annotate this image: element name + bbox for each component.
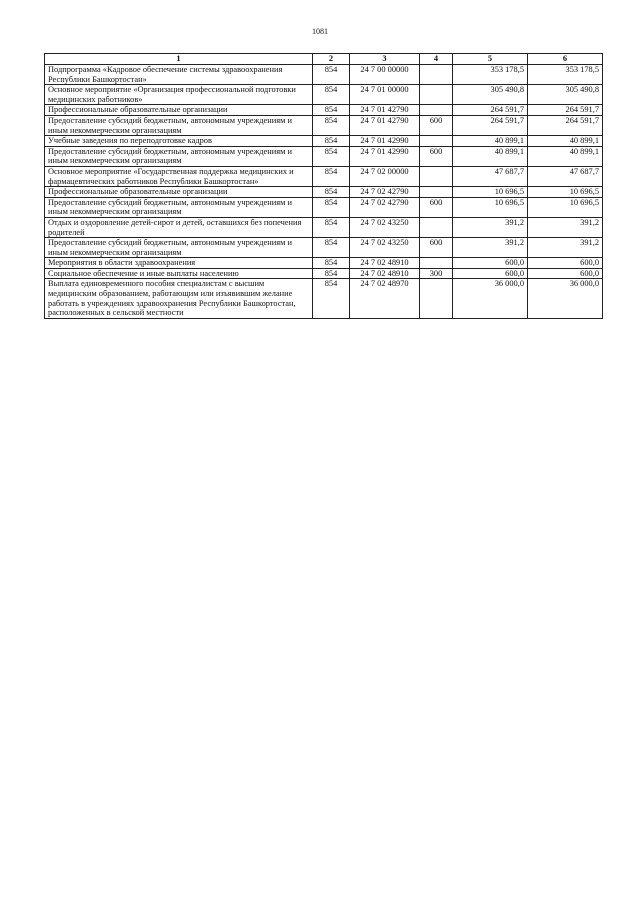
expense-type-cell	[420, 65, 453, 85]
row-name-cell: Основное мероприятие «Организация профессиональной подготовки медицинских работников»	[45, 85, 313, 105]
amount-year2-cell: 10 696,5	[528, 197, 603, 217]
ministry-code-cell: 854	[313, 65, 350, 85]
amount-year1-cell: 10 696,5	[453, 187, 528, 198]
amount-year2-cell: 40 899,1	[528, 146, 603, 166]
target-article-cell: 24 7 02 42790	[350, 197, 420, 217]
budget-table	[44, 53, 603, 319]
amount-year2-cell: 600,0	[528, 258, 603, 269]
ministry-code-cell: 854	[313, 197, 350, 217]
amount-year1-cell: 305 490,8	[453, 85, 528, 105]
row-name-cell: Учебные заведения по переподготовке кадров	[45, 136, 313, 147]
table-row	[45, 115, 603, 135]
ministry-code-cell: 854	[313, 217, 350, 237]
ministry-code-cell: 854	[313, 258, 350, 269]
amount-year1-cell: 36 000,0	[453, 279, 528, 318]
ministry-code-cell: 854	[313, 238, 350, 258]
table-row	[45, 187, 603, 198]
expense-type-cell: 600	[420, 197, 453, 217]
expense-type-cell	[420, 105, 453, 116]
expense-type-cell: 300	[420, 268, 453, 279]
amount-year2-cell: 36 000,0	[528, 279, 603, 318]
row-name-cell: Предоставление субсидий бюджетным, автономным учреждениям и иным некоммерческим организациям	[45, 197, 313, 217]
amount-year2-cell: 305 490,8	[528, 85, 603, 105]
ministry-code-cell: 854	[313, 279, 350, 318]
amount-year1-cell: 391,2	[453, 238, 528, 258]
table-row	[45, 279, 603, 318]
ministry-code-cell: 854	[313, 187, 350, 198]
expense-type-cell	[420, 136, 453, 147]
target-article-cell: 24 7 02 00000	[350, 166, 420, 186]
amount-year2-cell: 47 687,7	[528, 166, 603, 186]
expense-type-cell	[420, 187, 453, 198]
ministry-code-cell: 854	[313, 105, 350, 116]
amount-year2-cell: 391,2	[528, 217, 603, 237]
expense-type-cell	[420, 217, 453, 237]
amount-year2-cell: 264 591,7	[528, 115, 603, 135]
column-header: 3	[350, 54, 420, 65]
table-row	[45, 65, 603, 85]
amount-year2-cell: 40 899,1	[528, 136, 603, 147]
table-row	[45, 166, 603, 186]
ministry-code-cell: 854	[313, 268, 350, 279]
ministry-code-cell: 854	[313, 166, 350, 186]
target-article-cell: 24 7 00 00000	[350, 65, 420, 85]
amount-year2-cell: 264 591,7	[528, 105, 603, 116]
expense-type-cell: 600	[420, 146, 453, 166]
target-article-cell: 24 7 02 48910	[350, 258, 420, 269]
column-header: 2	[313, 54, 350, 65]
expense-type-cell: 600	[420, 115, 453, 135]
target-article-cell: 24 7 02 43250	[350, 217, 420, 237]
column-header: 4	[420, 54, 453, 65]
amount-year1-cell: 600,0	[453, 258, 528, 269]
row-name-cell: Мероприятия в области здравоохранения	[45, 258, 313, 269]
row-name-cell: Профессиональные образовательные организации	[45, 187, 313, 198]
ministry-code-cell: 854	[313, 115, 350, 135]
column-header: 5	[453, 54, 528, 65]
ministry-code-cell: 854	[313, 85, 350, 105]
amount-year1-cell: 10 696,5	[453, 197, 528, 217]
row-name-cell: Выплата единовременного пособия специалистам с высшим медицинским образованием, работающим или изъявившим желание работать в учреждениях здравоохранения Республики Башкортостан, расположенных в сельской местности	[45, 279, 313, 318]
page-number: 1081	[312, 27, 328, 36]
target-article-cell: 24 7 02 43250	[350, 238, 420, 258]
expense-type-cell: 600	[420, 238, 453, 258]
row-name-cell: Предоставление субсидий бюджетным, автономным учреждениям и иным некоммерческим организациям	[45, 238, 313, 258]
row-name-cell: Профессиональные образовательные организации	[45, 105, 313, 116]
table-row	[45, 146, 603, 166]
amount-year1-cell: 391,2	[453, 217, 528, 237]
amount-year1-cell: 264 591,7	[453, 105, 528, 116]
ministry-code-cell: 854	[313, 136, 350, 147]
target-article-cell: 24 7 02 48910	[350, 268, 420, 279]
amount-year1-cell: 40 899,1	[453, 146, 528, 166]
target-article-cell: 24 7 02 42790	[350, 187, 420, 198]
table-row	[45, 197, 603, 217]
target-article-cell: 24 7 01 00000	[350, 85, 420, 105]
amount-year2-cell: 10 696,5	[528, 187, 603, 198]
table-row	[45, 85, 603, 105]
expense-type-cell	[420, 279, 453, 318]
target-article-cell: 24 7 01 42790	[350, 115, 420, 135]
row-name-cell: Отдых и оздоровление детей-сирот и детей, оставшихся без попечения родителей	[45, 217, 313, 237]
amount-year1-cell: 264 591,7	[453, 115, 528, 135]
table-row	[45, 105, 603, 116]
row-name-cell: Социальное обеспечение и иные выплаты населению	[45, 268, 313, 279]
table-row	[45, 136, 603, 147]
column-header: 6	[528, 54, 603, 65]
target-article-cell: 24 7 01 42790	[350, 105, 420, 116]
amount-year2-cell: 600,0	[528, 268, 603, 279]
expense-type-cell	[420, 85, 453, 105]
target-article-cell: 24 7 01 42990	[350, 146, 420, 166]
table-body	[45, 65, 603, 319]
amount-year2-cell: 353 178,5	[528, 65, 603, 85]
amount-year1-cell: 600,0	[453, 268, 528, 279]
table-row	[45, 238, 603, 258]
row-name-cell: Подпрограмма «Кадровое обеспечение системы здравоохранения Республики Башкортостан»	[45, 65, 313, 85]
ministry-code-cell: 854	[313, 146, 350, 166]
amount-year1-cell: 40 899,1	[453, 136, 528, 147]
amount-year1-cell: 353 178,5	[453, 65, 528, 85]
table-header-row	[45, 54, 603, 65]
column-header: 1	[45, 54, 313, 65]
expense-type-cell	[420, 166, 453, 186]
amount-year2-cell: 391,2	[528, 238, 603, 258]
target-article-cell: 24 7 02 48970	[350, 279, 420, 318]
table-row	[45, 258, 603, 269]
amount-year1-cell: 47 687,7	[453, 166, 528, 186]
table-row	[45, 217, 603, 237]
table-row	[45, 268, 603, 279]
row-name-cell: Предоставление субсидий бюджетным, автономным учреждениям и иным некоммерческим организациям	[45, 146, 313, 166]
target-article-cell: 24 7 01 42990	[350, 136, 420, 147]
row-name-cell: Основное мероприятие «Государственная поддержка медицинских и фармацевтических работников Республики Башкортостан»	[45, 166, 313, 186]
expense-type-cell	[420, 258, 453, 269]
row-name-cell: Предоставление субсидий бюджетным, автономным учреждениям и иным некоммерческим организациям	[45, 115, 313, 135]
